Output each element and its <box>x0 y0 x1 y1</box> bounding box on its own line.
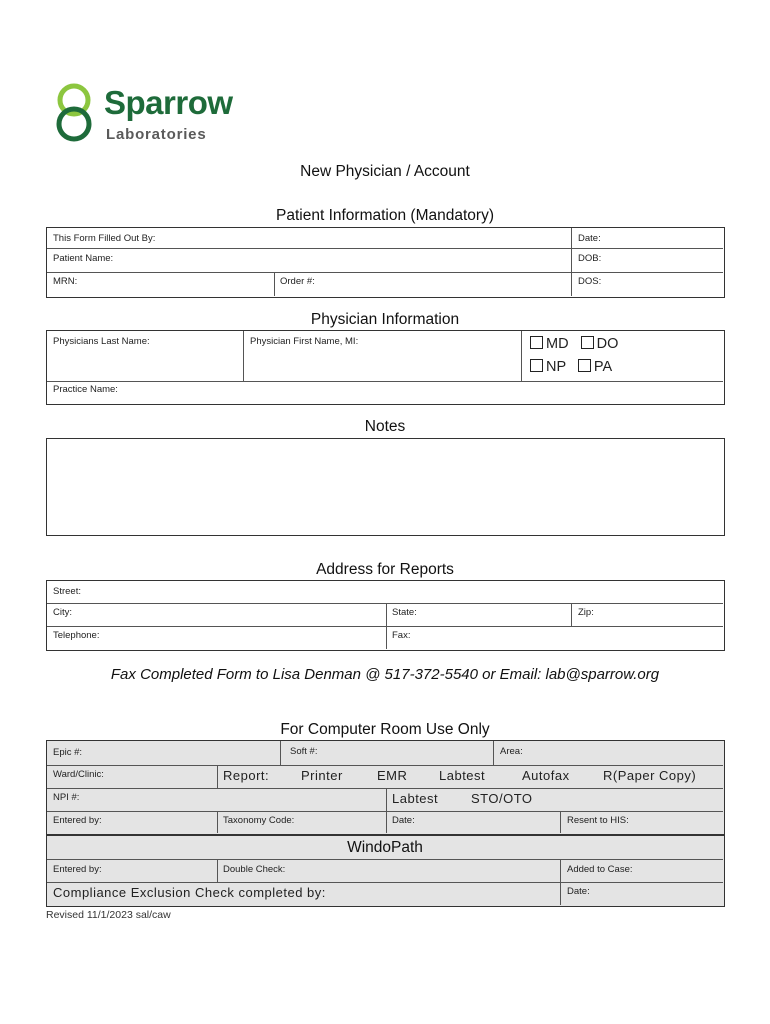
mrn-field[interactable]: MRN: <box>53 276 78 287</box>
pa-checkbox[interactable]: PA <box>578 359 612 375</box>
ward-clinic-field[interactable]: Ward/Clinic: <box>53 769 104 780</box>
zip-field[interactable]: Zip: <box>578 607 594 618</box>
report-option-emr[interactable]: EMR <box>377 768 408 783</box>
area-field[interactable]: Area: <box>500 746 523 757</box>
epic-field[interactable]: Epic #: <box>53 747 83 758</box>
city-field[interactable]: City: <box>53 607 72 618</box>
resent-to-his-field[interactable]: Resent to HIS: <box>567 815 629 826</box>
windopath-heading: WindoPath <box>347 839 423 856</box>
report-option-paper-copy[interactable]: R(Paper Copy) <box>603 768 697 783</box>
sparrow-logo <box>52 80 252 146</box>
report-option-labtest[interactable]: Labtest <box>439 768 486 783</box>
brand-name: Sparrow <box>104 84 233 121</box>
windopath-date-field[interactable]: Date: <box>567 886 590 897</box>
form-title: New Physician / Account <box>300 163 470 180</box>
practice-name-field[interactable]: Practice Name: <box>53 384 118 395</box>
physician-info-box <box>46 330 725 405</box>
street-field[interactable]: Street: <box>53 586 81 597</box>
npi-option-sto-oto[interactable]: STO/OTO <box>471 791 533 806</box>
brand-subtitle: Laboratories <box>106 126 207 143</box>
patient-name-field[interactable]: Patient Name: <box>53 253 114 264</box>
filled-by-field[interactable]: This Form Filled Out By: <box>53 233 156 244</box>
report-label: Report: <box>223 768 270 783</box>
computer-date-field[interactable]: Date: <box>392 815 415 826</box>
date-field[interactable]: Date: <box>578 233 601 244</box>
npi-option-labtest[interactable]: Labtest <box>392 791 439 806</box>
address-heading: Address for Reports <box>316 561 454 578</box>
fax-field[interactable]: Fax: <box>392 630 411 641</box>
notes-box[interactable] <box>46 438 725 536</box>
state-field[interactable]: State: <box>392 607 417 618</box>
telephone-field[interactable]: Telephone: <box>53 630 100 641</box>
patient-info-heading: Patient Information (Mandatory) <box>276 207 494 224</box>
windopath-box <box>46 835 725 907</box>
do-checkbox[interactable]: DO <box>581 336 619 352</box>
computer-room-box <box>46 740 725 835</box>
entered-by-field[interactable]: Entered by: <box>53 815 102 826</box>
compliance-check-field[interactable]: Compliance Exclusion Check completed by: <box>53 885 326 900</box>
windopath-entered-by-field[interactable]: Entered by: <box>53 864 102 875</box>
report-option-printer[interactable]: Printer <box>301 768 343 783</box>
patient-info-box <box>46 227 725 298</box>
report-option-autofax[interactable]: Autofax <box>522 768 570 783</box>
notes-heading: Notes <box>364 418 406 435</box>
fax-instructions: Fax Completed Form to Lisa Denman @ 517-372-5540 or Email: lab@sparrow.org <box>110 666 660 683</box>
computer-room-heading: For Computer Room Use Only <box>280 721 490 738</box>
md-checkbox[interactable]: MD <box>530 336 569 352</box>
soft-field[interactable]: Soft #: <box>290 746 318 757</box>
revision-note: Revised 11/1/2023 sal/caw <box>46 909 171 921</box>
physician-info-heading: Physician Information <box>310 311 460 328</box>
order-field[interactable]: Order #: <box>280 276 315 287</box>
address-box <box>46 580 725 651</box>
dos-field[interactable]: DOS: <box>578 276 602 287</box>
sparrow-logo-mark-icon <box>52 80 96 146</box>
physician-last-name-field[interactable]: Physicians Last Name: <box>53 336 150 347</box>
double-check-field[interactable]: Double Check: <box>223 864 286 875</box>
dob-field[interactable]: DOB: <box>578 253 602 264</box>
npi-field[interactable]: NPI #: <box>53 792 80 803</box>
physician-first-name-field[interactable]: Physician First Name, MI: <box>250 336 359 347</box>
taxonomy-code-field[interactable]: Taxonomy Code: <box>223 815 295 826</box>
np-checkbox[interactable]: NP <box>530 359 566 375</box>
added-to-case-field[interactable]: Added to Case: <box>567 864 633 875</box>
